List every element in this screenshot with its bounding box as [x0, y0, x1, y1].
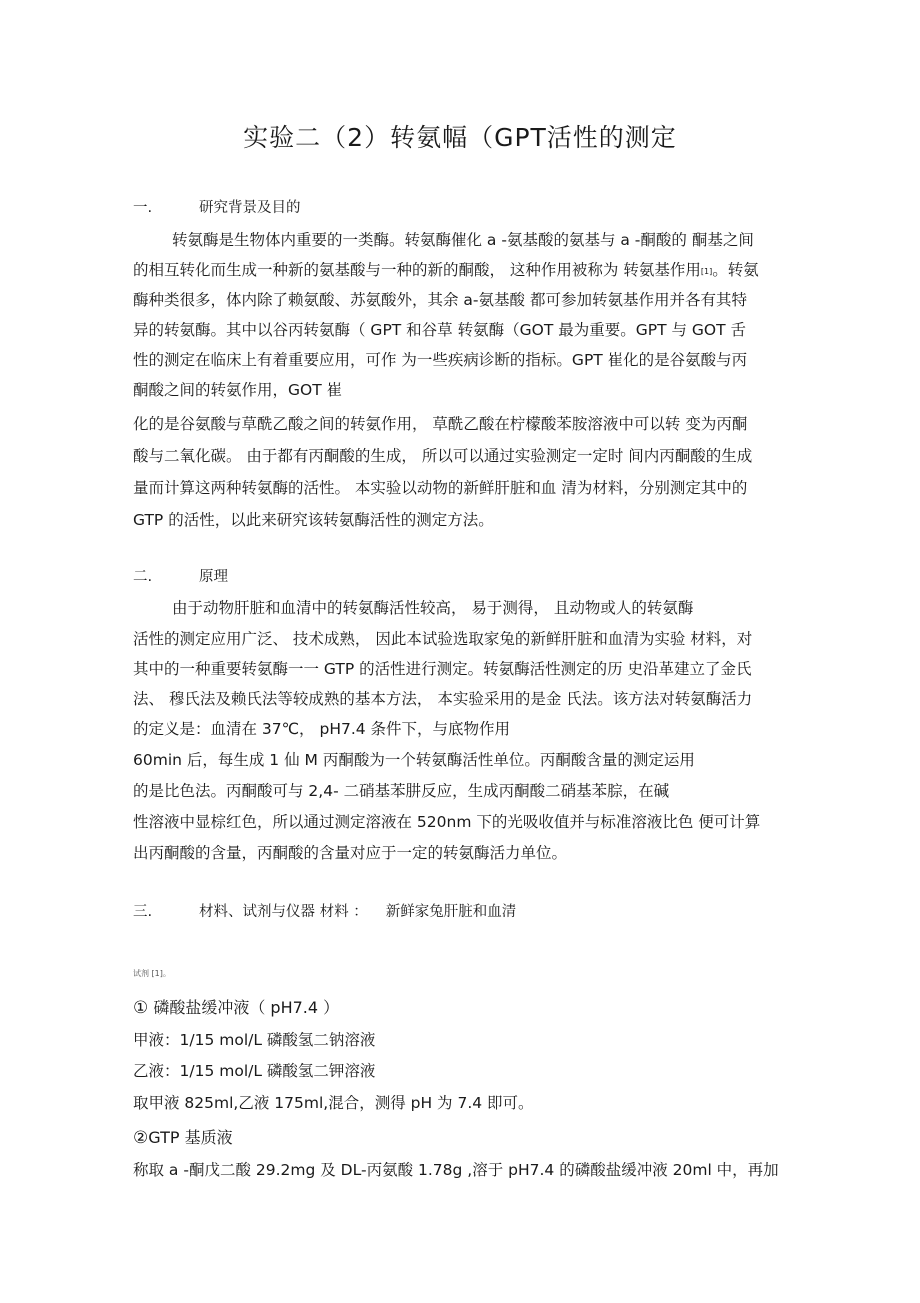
section-title: 研究背景及目的: [199, 200, 301, 216]
citation-ref: [1]: [700, 267, 713, 276]
page-title: 实验二（2）转氨幅（GPT活性的测定: [243, 123, 677, 152]
section-title: 材料、试剂与仪器 材料 ：: [199, 904, 368, 920]
section-title: 原理: [199, 569, 228, 585]
reagents-label: 试剂 [1]。: [133, 969, 171, 978]
paragraph-line: 活性的测定应用广泛、 技术成熟， 因此本试验选取家兔的新鲜肝脏和血清为实验 材料，对: [133, 630, 753, 648]
reagent-line: 取甲液 825ml,乙液 175ml,混合，测得 pH 为 7.4 即可。: [133, 1094, 534, 1112]
reagent-line: 乙液：1/15 mol/L 磷酸氢二钾溶液: [133, 1062, 376, 1080]
reagent-1-title: [133, 998, 793, 1018]
paragraph-line: GTP 的活性，以此来研究该转氨酶活性的测定方法。: [133, 511, 494, 529]
paragraph-line: 60min 后，每生成 1 仙 M 丙酮酸为一个转氨酶活性单位。丙酮酸含量的测定运用: [133, 751, 695, 769]
paragraph-line: 转氨酶是生物体内重要的一类酶。转氨酶催化 a -氨基酸的氨基与 a -酮酸的 酮基之间: [172, 231, 754, 249]
reagent-line: 甲液：1/15 mol/L 磷酸氢二钠溶液: [133, 1031, 376, 1049]
section-extra: 新鲜家兔肝脏和血清: [385, 904, 517, 920]
reagent-line: 称取 a -酮戊二酸 29.2mg 及 DL-丙氨酸 1.78g ,溶于 pH7.4 的磷酸盐缓冲液 20ml 中，再加: [133, 1161, 779, 1179]
section-heading-2: [133, 567, 793, 587]
reagent-title: 磷酸盐缓冲液（ pH7.4 ）: [153, 998, 340, 1017]
paragraph-line: 其中的一种重要转氨酶一一 GTP 的活性进行测定。转氨酶活性测定的历 史沿革建立了金氏: [133, 660, 752, 678]
reagent-2-title: [133, 1128, 793, 1148]
paragraph-text: 。转氨: [712, 261, 759, 279]
paragraph-line: 酸与二氧化碳。 由于都有丙酮酸的生成， 所以可以通过实验测定一定时 间内丙酮酸的生成: [133, 447, 753, 465]
paragraph-line: 由于动物肝脏和血清中的转氨酶活性较高， 易于测得， 且动物或人的转氨酶: [172, 599, 694, 617]
paragraph-line: 出丙酮酸的含量，丙酮酸的含量对应于一定的转氨酶活力单位。: [133, 844, 568, 862]
paragraph-line: 的是比色法。丙酮酸可与 2,4- 二硝基苯肼反应，生成丙酮酸二硝基苯腙，在碱: [133, 782, 670, 800]
paragraph-line: 酶种类很多，体内除了赖氨酸、苏氨酸外，其余 a-氨基酸 都可参加转氨基作用并各有其特: [133, 291, 747, 309]
paragraph-text: 的相互转化而生成一种新的氨基酸与一种的新的酮酸， 这种作用被称为 转氨基作用: [133, 261, 701, 279]
reagent-marker: ①: [133, 998, 149, 1018]
paragraph-line: 的定义是：血清在 37℃， pH7.4 条件下，与底物作用: [133, 720, 511, 738]
section-number: 三.: [133, 904, 153, 920]
paragraph-line: 化的是谷氨酸与草酰乙酸之间的转氨作用， 草酰乙酸在柠檬酸苯胺溶液中可以转 变为丙酮: [133, 415, 748, 433]
paragraph-line: 法、 穆氏法及赖氏法等较成熟的基本方法， 本实验采用的是金 氏法。该方法对转氨酶活力: [133, 690, 753, 708]
paragraph-line: 酮酸之间的转氨作用，GOT 崔: [133, 381, 343, 399]
section-number: 二.: [133, 569, 153, 585]
reagent-marker: ②: [133, 1128, 149, 1148]
paragraph-line: 性溶液中显棕红色，所以通过测定溶液在 520nm 下的光吸收值并与标准溶液比色 便可计算: [133, 813, 761, 831]
section-heading-1: [133, 198, 793, 218]
reagent-title: GTP 基质液: [148, 1128, 233, 1147]
paragraph-line: 异的转氨酶。其中以谷丙转氨酶（ GPT 和谷草 转氨酶（GOT 最为重要。GPT 与 GOT 舌: [133, 321, 747, 339]
paragraph-line: 性的测定在临床上有着重要应用，可作 为一些疾病诊断的指标。GPT 崔化的是谷氨酸与丙: [133, 351, 748, 369]
section-number: 一.: [133, 200, 153, 216]
section-heading-3: [133, 902, 793, 922]
paragraph-line: [133, 260, 793, 283]
paragraph-line: 量而计算这两种转氨酶的活性。 本实验以动物的新鲜肝脏和血 清为材料，分别测定其中的: [133, 479, 748, 497]
